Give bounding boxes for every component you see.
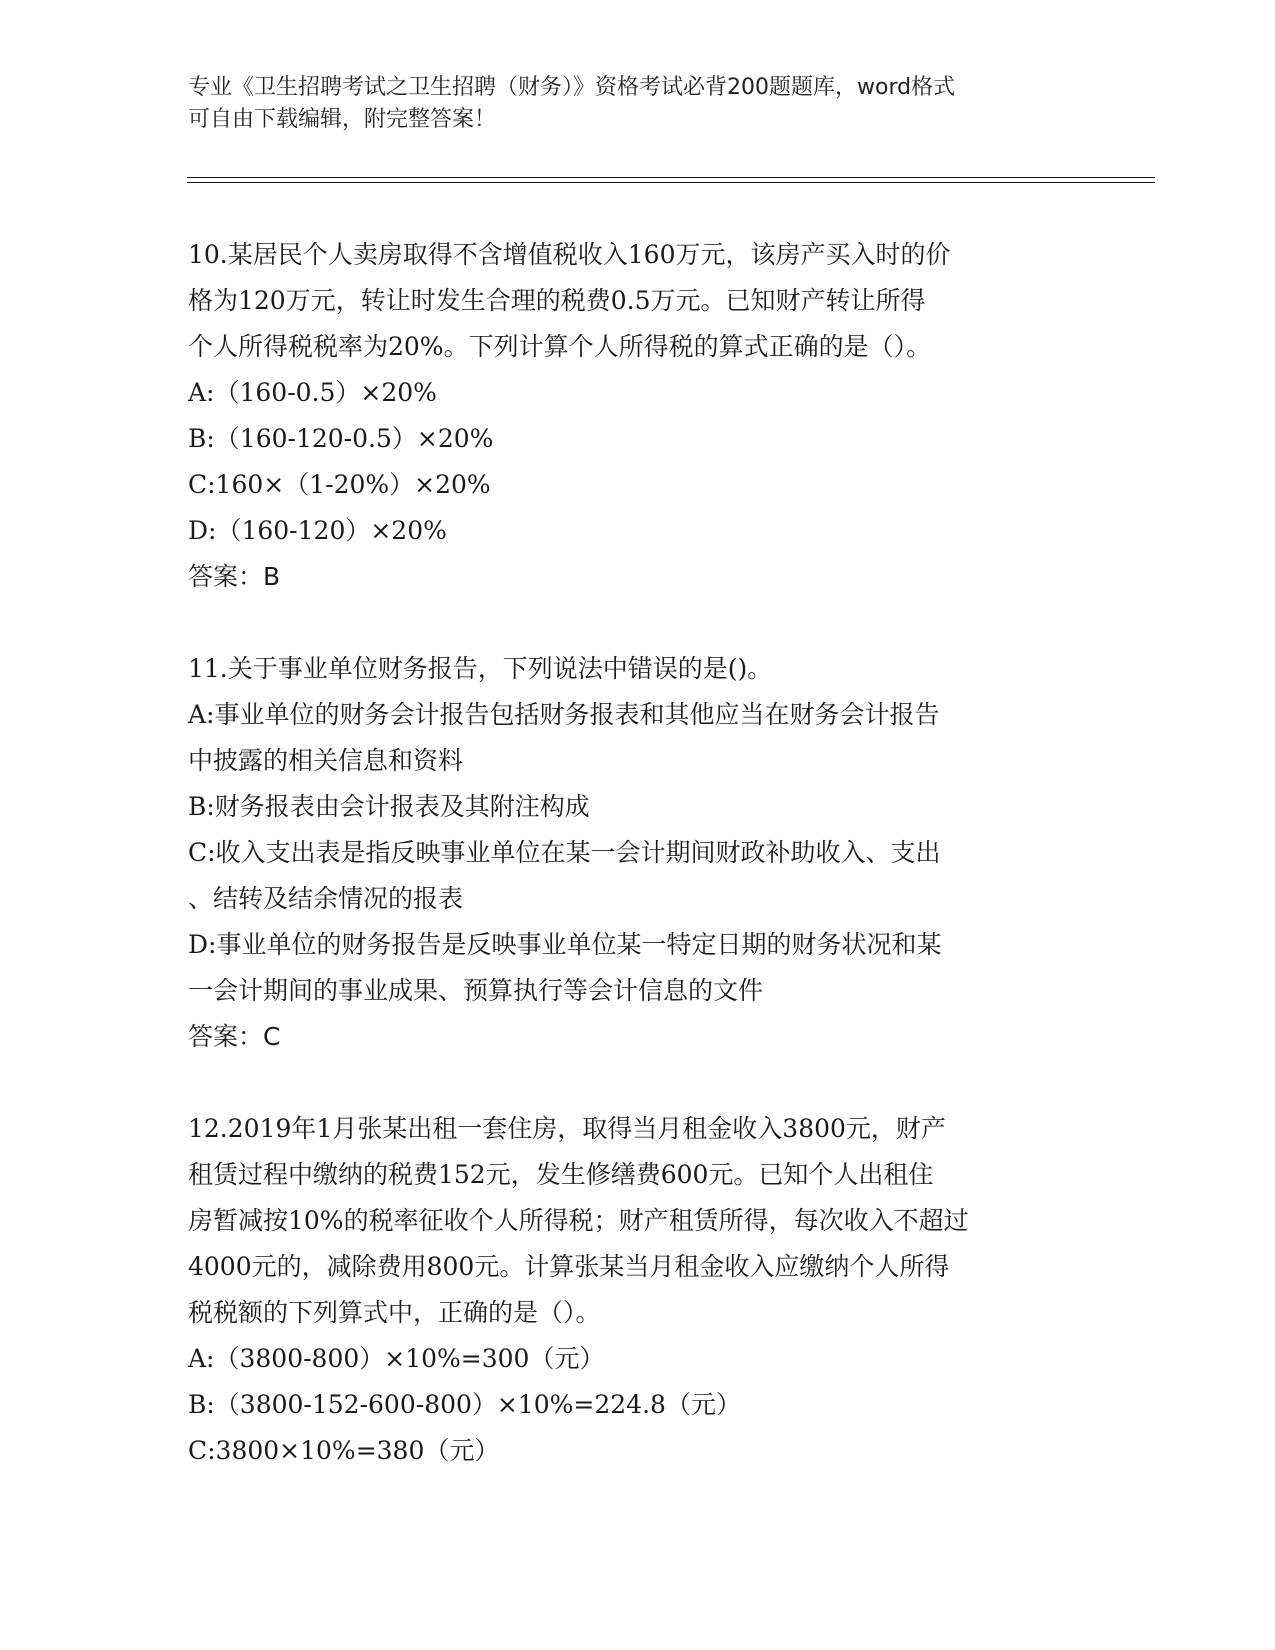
option-d: D:（160-120）×20% — [188, 516, 447, 545]
question-11 — [188, 646, 1088, 1060]
question-stem-line: 12.2019年1月张某出租一套住房，取得当月租金收入3800元，财产 — [188, 1114, 946, 1143]
question-list — [188, 232, 1088, 1474]
option-c: C:160×（1-20%）×20% — [188, 470, 491, 499]
question-stem-line: 10.某居民个人卖房取得不含增值税收入160万元，该房产买入时的价 — [188, 240, 951, 269]
option-b: B:财务报表由会计报表及其附注构成 — [188, 792, 590, 821]
option-a-continued: 中披露的相关信息和资料 — [188, 746, 464, 775]
option-c: C:3800×10%=380（元） — [188, 1436, 500, 1465]
option-b: B:（3800-152-600-800）×10%=224.8（元） — [188, 1390, 741, 1419]
option-a: A:事业单位的财务会计报告包括财务报表和其他应当在财务会计报告 — [188, 700, 940, 729]
option-c: C:收入支出表是指反映事业单位在某一会计期间财政补助收入、支出 — [188, 838, 941, 867]
question-10 — [188, 232, 1088, 600]
option-d: D:事业单位的财务报告是反映事业单位某一特定日期的财务状况和某 — [188, 930, 942, 959]
question-12 — [188, 1106, 1088, 1474]
answer-label: 答案：C — [188, 1022, 281, 1051]
question-stem-line: 税税额的下列算式中，正确的是（）。 — [188, 1298, 601, 1327]
option-a: A:（160-0.5）×20% — [188, 378, 437, 407]
header-title-line-1: 专业《卫生招聘考试之卫生招聘（财务）》资格考试必背200题题库，word格式 — [188, 75, 956, 100]
spacer — [188, 1060, 1088, 1106]
header-title-line-2: 可自由下载编辑，附完整答案！ — [188, 107, 497, 132]
option-d-continued: 一会计期间的事业成果、预算执行等会计信息的文件 — [188, 976, 764, 1005]
header-divider-top — [187, 177, 1155, 178]
question-stem-line: 个人所得税税率为20%。下列计算个人所得税的算式正确的是（）。 — [188, 332, 932, 361]
document-header — [188, 72, 1068, 136]
option-a: A:（3800-800）×10%=300（元） — [188, 1344, 605, 1373]
header-divider-bottom — [187, 182, 1155, 183]
question-stem-line: 格为120万元，转让时发生合理的税费0.5万元。已知财产转让所得 — [188, 286, 926, 315]
spacer — [188, 600, 1088, 646]
question-stem-line: 房暂减按10%的税率征收个人所得税；财产租赁所得，每次收入不超过 — [188, 1206, 969, 1235]
question-stem-line: 4000元的，减除费用800元。计算张某当月租金收入应缴纳个人所得 — [188, 1252, 950, 1281]
question-stem-line: 租赁过程中缴纳的税费152元，发生修缮费600元。已知个人出租住 — [188, 1160, 934, 1189]
option-c-continued: 、结转及结余情况的报表 — [188, 884, 464, 913]
option-b: B:（160-120-0.5）×20% — [188, 424, 494, 453]
question-stem-line: 11.关于事业单位财务报告，下列说法中错误的是()。 — [188, 654, 773, 683]
answer-label: 答案：B — [188, 562, 281, 591]
